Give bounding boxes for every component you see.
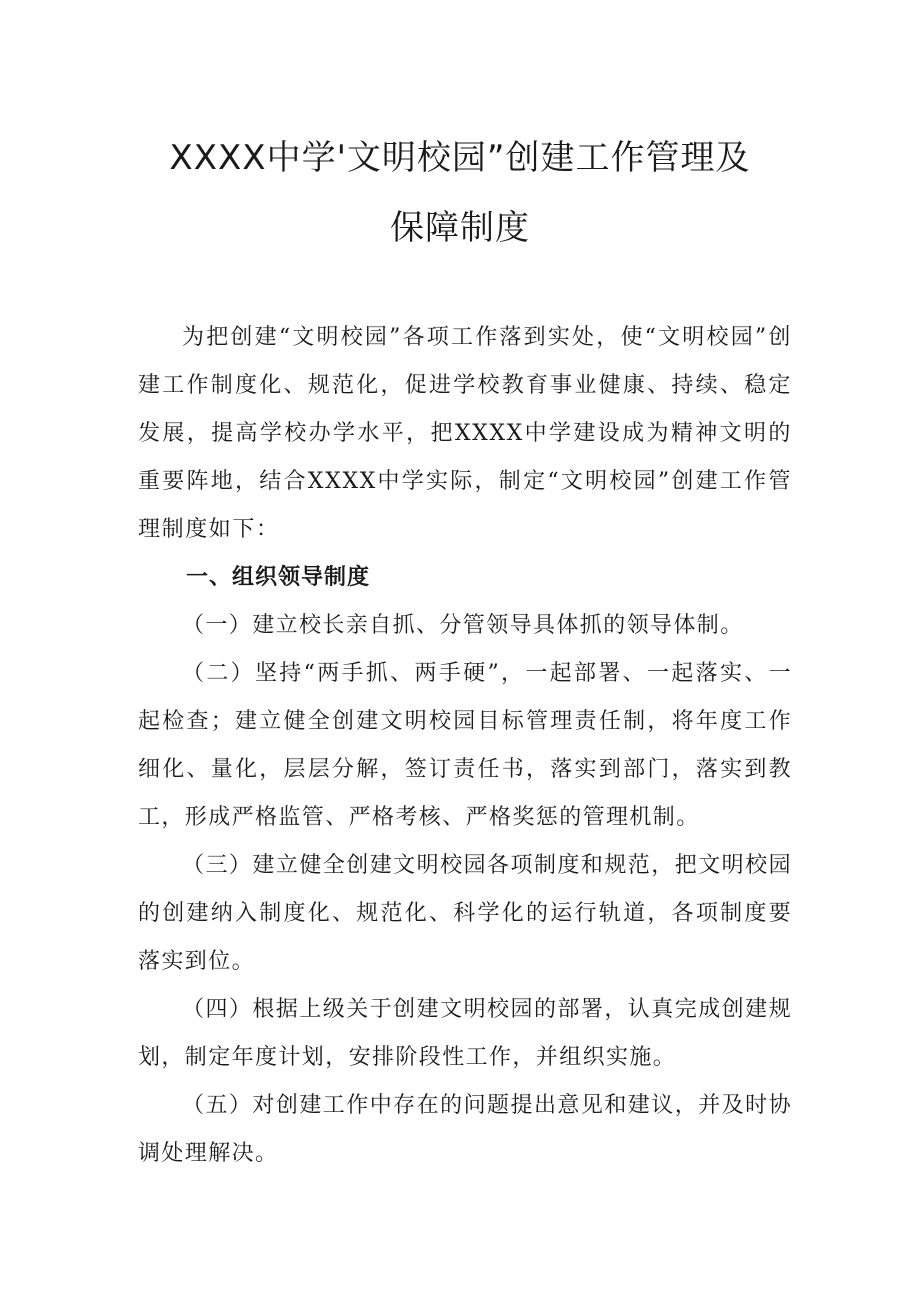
item-paragraph-3: （三）建立健全创建文明校园各项制度和规范，把文明校园的创建纳入制度化、规范化、科学化的运行轨道，各项制度要落实到位。 [138,853,792,974]
document-title-line-2: 保障制度 [390,208,530,248]
item-paragraph-5: （五）对创建工作中存在的问题提出意见和建议，并及时协调处理解决。 [138,1093,792,1166]
document-title-line-1: XXXX中学'文明校园”创建工作管理及 [169,138,751,178]
intro-paragraph: 为把创建“文明校园”各项工作落到实处，使“文明校园”创建工作制度化、规范化，促进学校教育事业健康、持续、稳定发展，提高学校办学水平，把XXXX中学建设成为精神文明的重要阵地，结合XXXX中学实际，制定“文明校园”创建工作管理制度如下： [138,325,792,542]
item-paragraph-1: （一）建立校长亲自抓、分管领导具体抓的领导体制。 [182,613,744,638]
item-paragraph-2: （二）坚持“两手抓、两手硬”，一起部署、一起落实、一起检查；建立健全创建文明校园目标管理责任制，将年度工作细化、量化，层层分解，签订责任书，落实到部门，落实到教工，形成严格监管、严格考核、严格奖惩的管理机制。 [138,661,792,830]
section-heading-organization: 一、组织领导制度 [186,565,371,590]
item-paragraph-4: （四）根据上级关于创建文明校园的部署，认真完成创建规划，制定年度计划，安排阶段性工作，并组织实施。 [138,997,792,1070]
document-body [138,314,792,1178]
